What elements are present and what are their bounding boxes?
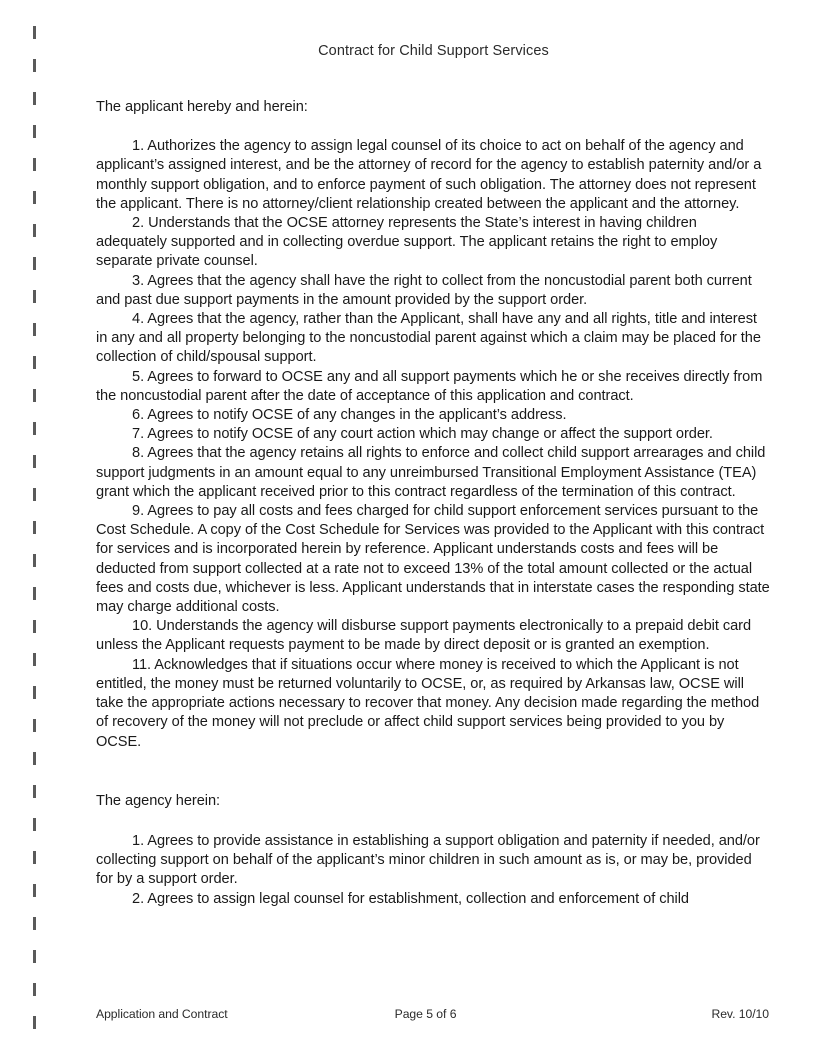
margin-dash: [33, 884, 36, 897]
margin-dash: [33, 455, 36, 468]
margin-dash: [33, 191, 36, 204]
applicant-item-5: 5. Agrees to forward to OCSE any and all support payments which he or she receives directly from the noncustodial parent after the date of acceptance of this application and contract.: [96, 368, 763, 404]
margin-dash: [33, 290, 36, 303]
margin-dash: [33, 950, 36, 963]
applicant-item-9: 9. Agrees to pay all costs and fees charged for child support enforcement services pursuant to the Cost Schedule. A copy of the Cost Schedule for Services was provided to the Applicant with this contract for services and is incorporated herein by reference. Applicant understands costs and fees will be deducted from support collected at a rate not to exceed 13% of the total amount collected or the actual fees and costs due, whichever is less. Applicant understands that in interstate cases the responding state may charge additional costs.: [96, 503, 770, 616]
agency-item-2: 2. Agrees to assign legal counsel for establishment, collection and enforcement of child: [132, 890, 689, 907]
margin-dash: [33, 488, 36, 501]
applicant-item-7: 7. Agrees to notify OCSE of any court action which may change or affect the support order.: [132, 426, 713, 443]
margin-dash: [33, 422, 36, 435]
margin-dash: [33, 158, 36, 171]
margin-dash: [33, 917, 36, 930]
margin-dash: [33, 26, 36, 39]
left-margin-dashes: [33, 26, 36, 1032]
margin-dash: [33, 818, 36, 831]
margin-dash: [33, 620, 36, 633]
footer-revision: Rev. 10/10: [711, 1007, 769, 1021]
margin-dash: [33, 785, 36, 798]
agency-section: [96, 752, 771, 909]
margin-dash: [33, 92, 36, 105]
applicant-section: [96, 61, 771, 752]
margin-dash: [33, 125, 36, 138]
agency-items: [96, 811, 771, 909]
applicant-item-3: 3. Agrees that the agency shall have the right to collect from the noncustodial parent both current and past due support payments in the amount provided by the support order.: [96, 272, 752, 308]
margin-dash: [33, 983, 36, 996]
page-footer: [96, 1007, 769, 1021]
applicant-item-1: 1. Authorizes the agency to assign legal counsel of its choice to act on behalf of the agency and applicant’s assigned interest, and be the attorney of record for the agency to establish paternity and/or a monthly support obligation, and to enforce payment of such obligation. The attorney does not represent the applicant. There is no attorney/client relationship created between the applicant and the attorney.: [96, 138, 762, 212]
margin-dash: [33, 257, 36, 270]
margin-dash: [33, 521, 36, 534]
footer-document-name: Application and Contract: [96, 1007, 228, 1021]
agency-heading: The agency herein:: [96, 792, 221, 809]
margin-dash: [33, 356, 36, 369]
margin-dash: [33, 389, 36, 402]
applicant-item-4: 4. Agrees that the agency, rather than the Applicant, shall have any and all rights, title and interest in any and all property belonging to the noncustodial parent against which a claim may be placed for the collection of child/spousal support.: [96, 311, 761, 366]
page-title: Contract for Child Support Services: [318, 43, 549, 59]
agency-item-1: 1. Agrees to provide assistance in establishing a support obligation and paternity if needed, and/or collecting support on behalf of the applicant’s minor children in such amount as is, or may be, provided for by a support order.: [96, 832, 760, 888]
margin-dash: [33, 224, 36, 237]
document-body: [96, 0, 771, 909]
margin-dash: [33, 1016, 36, 1029]
margin-dash: [33, 719, 36, 732]
applicant-item-6: 6. Agrees to notify OCSE of any changes in the applicant’s address.: [132, 407, 567, 424]
margin-dash: [33, 554, 36, 567]
margin-dash: [33, 752, 36, 765]
applicant-item-2: 2. Understands that the OCSE attorney represents the State’s interest in having children adequately supported and in collecting overdue support. The applicant retains the right to employ separate private counsel.: [96, 215, 718, 270]
margin-dash: [33, 686, 36, 699]
applicant-item-8: 8. Agrees that the agency retains all rights to enforce and collect child support arrearages and child support judgments in an amount equal to any unreimbursed Transitional Employment Assistance (TEA) grant which the applicant received prior to this contract regardless of the termination of this contract.: [96, 445, 766, 500]
applicant-item-10: 10. Understands the agency will disburse support payments electronically to a prepaid debit card unless the Applicant requests payment to be made by direct deposit or is granted an exemption.: [96, 618, 752, 654]
footer-page-number: Page 5 of 6: [394, 1007, 457, 1021]
margin-dash: [33, 323, 36, 336]
applicant-item-11: 11. Acknowledges that if situations occur where money is received to which the Applicant is not entitled, the money must be returned voluntarily to OCSE, or, as required by Arkansas law, OCSE will take the appropriate actions necessary to recover that money. Any decision made regarding the method of recovery of the money will not preclude or affect child support services being provided to you by OCSE.: [96, 656, 760, 750]
margin-dash: [33, 59, 36, 72]
margin-dash: [33, 587, 36, 600]
applicant-heading: The applicant hereby and herein:: [96, 99, 308, 115]
margin-dash: [33, 851, 36, 864]
margin-dash: [33, 653, 36, 666]
applicant-items: [96, 117, 771, 752]
